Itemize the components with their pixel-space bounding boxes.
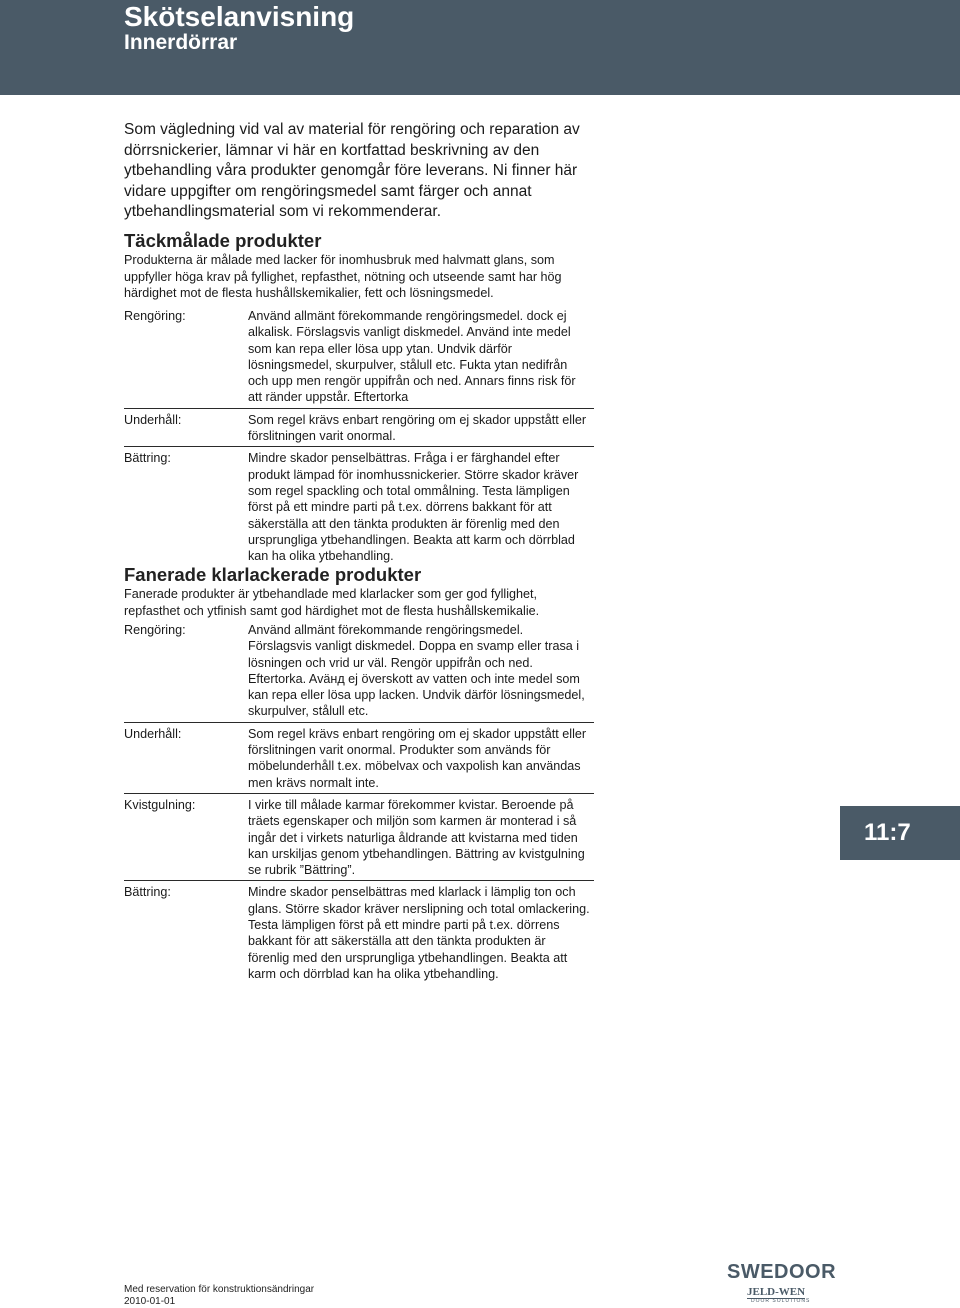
section-heading: Fanerade klarlackerade produkter [124, 564, 422, 585]
row-label: Underhåll: [124, 412, 182, 427]
care-row-repair [124, 884, 594, 984]
row-label: Bättring: [124, 885, 171, 900]
care-row-cleaning [124, 308, 594, 409]
section-painted-products [124, 230, 594, 564]
row-text: Som regel krävs enbart rengöring om ej skador uppstått eller förslitningen varit onormal. Produkter som används för möbelunderhåll t.ex. möbelvax och vaxpolish kan användas men krävs normalt inte. [248, 726, 587, 790]
row-text: Mindre skador penselbättras. Fråga i er färghandel efter produkt lämpad för inomhussnickerier. Större skador kräver som regel spackling och total ommålning. Testa lämpligen först på ett mindre parti på t.ex. dörrens bakkant för att säkerställa att den tänkta produkten är förenlig med den ursprungliga ytbehandlingen. Beakta att karm och dörrblad kan ha olika ytbehandling. [248, 451, 579, 564]
header-bar [0, 0, 960, 95]
care-row-repair [124, 450, 594, 566]
page-number: 11:7 [864, 819, 911, 846]
care-row-maintenance [124, 726, 594, 794]
page-number-tab [840, 806, 960, 860]
logo-subbrand: JELD-WEN [747, 1286, 806, 1298]
footer-note: Med reservation för konstruktionsändringar [124, 1284, 315, 1295]
row-label: Underhåll: [124, 726, 182, 741]
row-label: Kvistgulning: [124, 797, 196, 812]
swedoor-logo [727, 1261, 839, 1305]
care-table [124, 622, 594, 987]
row-text: Använd allmänt förekommande rengöringsmedel. Förslagsvis vanligt diskmedel. Doppa en svamp eller trasa i lösningen och vrid ur väl. Rengör uppifrån och ned. Eftertorka. Aväнд ej överskott av vatten och inte medel som kan repa eller lösa upp lacken. Undvik därför lösningsmedel, skurpulver, stålull etc. [248, 623, 585, 719]
care-row-knot-yellowing [124, 797, 594, 881]
logo-tagline: DOOR SOLUTIONS [751, 1298, 811, 1304]
document-title: Skötselanvisning [124, 1, 355, 32]
intro-paragraph: Som vägledning vid val av material för rengöring och reparation av dörrsnickerier, lämnar vi här en kortfattad beskrivning av den ytbehandling våra produkter genomgår före leverans. Ni finner här vidare uppgifter om rengöringsmedel samt färger och annat ytbehandlingsmaterial som vi rekommenderar. [124, 121, 580, 220]
section-heading: Täckmålade produkter [124, 230, 322, 251]
footer-date: 2010-01-01 [124, 1296, 176, 1307]
section-lead: Fanerade produkter är ytbehandlade med klarlacker som ger god fyllighet, repfasthet och ytfinish samt god härdighet mot de flesta hushållskemikalie. [124, 587, 540, 618]
section-lead: Produkterna är målade med lacker för inomhusbruk med halvmatt glans, som uppfyller höga krav på fyllighet, repfasthet, nötning och utseende samt har hög härdighet mot de flesta hushållskemikalier, fett och lösningsmedel. [124, 253, 562, 300]
row-label: Rengöring: [124, 309, 186, 323]
section-veneered-products [124, 564, 594, 981]
row-text: I virke till målade karmar förekommer kvistar. Beroende på träets egenskaper och miljön som karmen är monterad i så ingår det i virkets naturliga åldrande att kvistarna med tiden kan urskiljas genom ytbehandlingen. Bättring av kvistgulning se rubrik ”Bättring”. [248, 797, 585, 878]
care-row-cleaning [124, 622, 594, 723]
row-text: Använd allmänt förekommande rengöringsmedel. dock ej alkalisk. Förslagsvis vanligt diskmedel. Använd inte medel som kan repa eller lösa upp ytan. Undvik därför lösningsmedel, skurpulver, stålull etc. Fukta ytan nedifrån och upp men rengör uppifrån och ned. Annars finns risk för att ränder uppstår. Eftertorka [248, 309, 576, 405]
care-row-maintenance [124, 412, 594, 448]
row-text: Mindre skador penselbättras med klarlack i lämplig ton och glans. Större skador kräver nerslipning och total omlackering. Testa lämpligen först på ett mindre parti på t.ex. dörrens bakkant för att säkerställa att den tänkta produkten är förenlig med den ursprungliga ytbehandlingen. Beakta att karm och dörrblad kan ha olika ytbehandling. [248, 885, 590, 981]
footer [124, 1284, 314, 1308]
document-subtitle: Innerdörrar [124, 31, 238, 54]
row-label: Bättring: [124, 451, 171, 466]
row-label: Rengöring: [124, 623, 186, 637]
row-text: Som regel krävs enbart rengöring om ej skador uppstått eller förslitningen varit onormal. [248, 412, 587, 444]
logo-brand: SWEDOOR [727, 1261, 837, 1283]
care-table [124, 308, 594, 569]
